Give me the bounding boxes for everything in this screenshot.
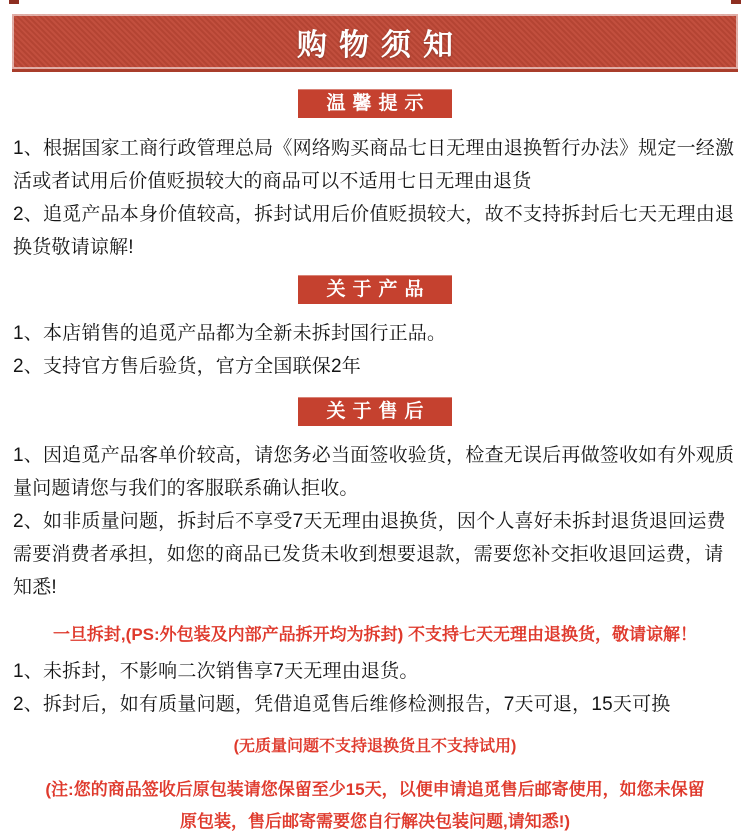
packaging-retention-notice: (注:您的商品签收后原包装请您保留至少15天，以便申请追觅售后邮寄使用，如您未保留原包装，售后邮寄需要您自行解决包装问题,请知悉!)	[45, 780, 705, 831]
page-title: 购物须知	[297, 28, 465, 62]
return-rules-body	[13, 655, 737, 721]
seal-warning-notice: 一旦拆封,(PS:外包装及内部产品拆开均为拆封) 不支持七天无理由退换货，敬请谅解！	[52, 625, 698, 644]
paragraph: 2、拆封后，如有质量问题，凭借追觅售后维修检测报告，7天可退，15天可换	[13, 694, 671, 715]
section-about-product-body	[13, 317, 737, 383]
ribbon-corner-right	[731, 0, 741, 4]
section-heading-after-sales: 关于售后	[298, 397, 452, 426]
header-banner	[12, 14, 738, 72]
paragraph: 2、支持官方售后验货，官方全国联保2年	[13, 356, 361, 377]
section-after-sales-body	[13, 439, 737, 604]
ribbon-corner-left	[9, 0, 19, 4]
paragraph: 1、本店销售的追觅产品都为全新未拆封国行正品。	[13, 323, 447, 344]
header-banner-area	[0, 0, 750, 72]
no-trial-notice: (无质量问题不支持退换货且不支持试用)	[233, 738, 517, 755]
section-heading-warm-tips: 温馨提示	[298, 89, 452, 118]
paragraph: 1、因追觅产品客单价较高，请您务必当面签收验货，检查无误后再做签收如有外观质量问题请您与我们的客服联系确认拒收。	[13, 445, 735, 499]
section-heading-about-product: 关于产品	[298, 275, 452, 304]
paragraph: 1、未拆封，不影响二次销售享7天无理由退货。	[13, 661, 419, 682]
section-warm-tips-body	[13, 132, 737, 264]
paragraph: 1、根据国家工商行政管理总局《网络购买商品七日无理由退换暂行办法》规定一经激活或者试用后价值贬损较大的商品可以不适用七日无理由退货	[13, 138, 735, 192]
paragraph: 2、追觅产品本身价值较高，拆封试用后价值贬损较大，故不支持拆封后七天无理由退换货敬请谅解!	[13, 204, 735, 258]
paragraph: 2、如非质量问题，拆封后不享受7天无理由退换货，因个人喜好未拆封退货退回运费需要消费者承担，如您的商品已发货未收到想要退款，需要您补交拒收退回运费，请知悉!	[13, 511, 726, 598]
